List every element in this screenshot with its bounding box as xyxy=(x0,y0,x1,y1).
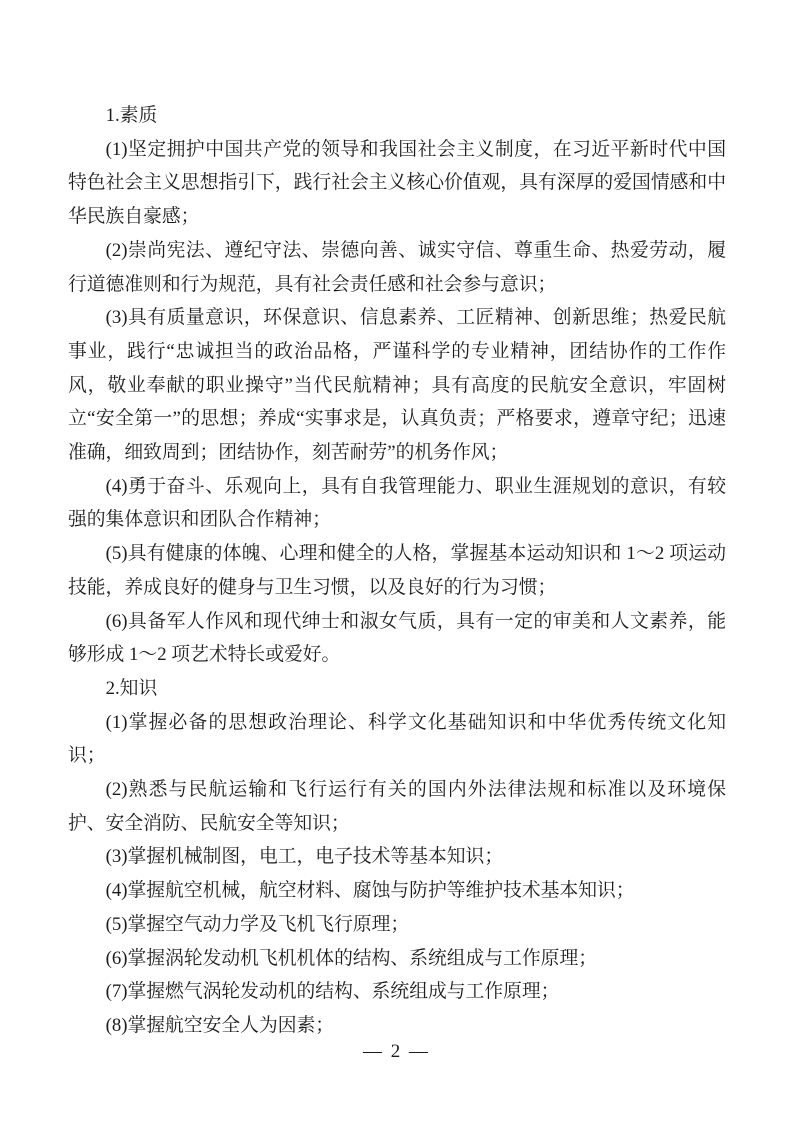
paragraph-suzhi-5: (5)具有健康的体魄、心理和健全的人格，掌握基本运动知识和 1～2 项运动技能，养成良好的健身与卫生习惯，以及良好的行为习惯； xyxy=(68,543,726,598)
paragraph-suzhi-2: (2)崇尚宪法、遵纪守法、崇德向善、诚实守信、尊重生命、热爱劳动，履行道德准则和行为规范，具有社会责任感和社会参与意识； xyxy=(68,239,726,295)
document-body xyxy=(68,99,726,1043)
paragraph-zhishi-5: (5)掌握空气动力学及飞机飞行原理； xyxy=(105,913,410,935)
paragraph-suzhi-3: (3)具有质量意识，环保意识、信息素养、工匠精神、创新思维；热爱民航事业，践行“忠诚担当的政治品格，严谨科学的专业精神，团结协作的工作作风，敬业奉献的职业操守”当代民航精神；具有高度的民航安全意识，牢固树立“安全第一”的思想；养成“实事求是，认真负责；严格要求，遵章守纪；迅速准确，细致周到；团结协作，刻苦耐劳”的机务作风； xyxy=(68,307,726,464)
paragraph-suzhi-1: (1)坚定拥护中国共产党的领导和我国社会主义制度，在习近平新时代中国特色社会主义思想指引下，践行社会主义核心价值观，具有深厚的爱国情感和中华民族自豪感； xyxy=(68,138,726,228)
paragraph-zhishi-3: (3)掌握机械制图，电工，电子技术等基本知识； xyxy=(105,846,504,868)
paragraph-zhishi-4: (4)掌握航空机械，航空材料、腐蚀与防护等维护技术基本知识； xyxy=(105,880,635,902)
section-heading-zhishi: 2.知识 xyxy=(105,677,158,699)
page-number: — 2 — xyxy=(363,1041,430,1062)
paragraph-suzhi-4: (4)勇于奋斗、乐观向上，具有自我管理能力、职业生涯规划的意识，有较强的集体意识和团队合作精神； xyxy=(68,475,726,531)
paragraph-zhishi-6: (6)掌握涡轮发动机飞机机体的结构、系统组成与工作原理； xyxy=(105,947,598,969)
paragraph-zhishi-1: (1)掌握必备的思想政治理论、科学文化基础知识和中华优秀传统文化知识； xyxy=(68,711,726,767)
section-heading-suzhi: 1.素质 xyxy=(105,105,158,126)
paragraph-zhishi-8: (8)掌握航空安全人为因素； xyxy=(105,1014,335,1036)
paragraph-zhishi-2: (2)熟悉与民航运输和飞行运行有关的国内外法律法规和标准以及环境保护、安全消防、民航安全等知识； xyxy=(68,779,726,834)
paragraph-zhishi-7: (7)掌握燃气涡轮发动机的结构、系统组成与工作原理； xyxy=(105,981,560,1003)
paragraph-suzhi-6: (6)具备军人作风和现代绅士和淑女气质，具有一定的审美和人文素养，能够形成 1～2 项艺术特长或爱好。 xyxy=(68,610,726,666)
page-footer xyxy=(0,1040,793,1064)
